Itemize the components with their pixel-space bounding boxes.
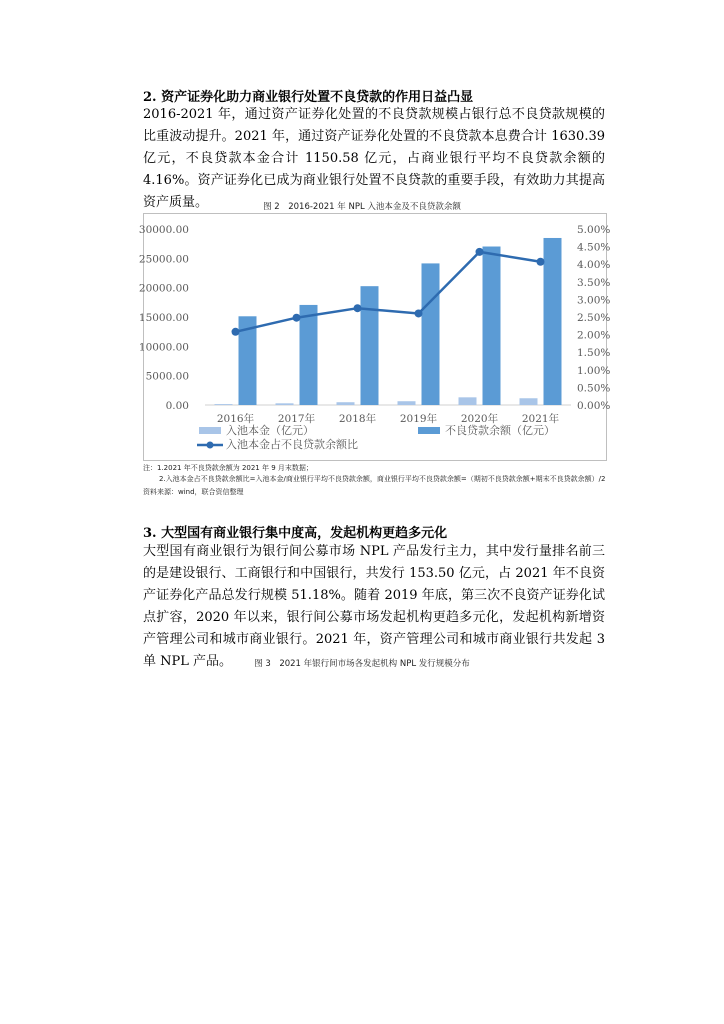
right-axis-tick-label: 5.00% — [577, 224, 611, 236]
bar-npl-balance — [361, 286, 379, 405]
right-axis-tick-label: 3.00% — [577, 294, 611, 307]
ratio-series-point — [537, 258, 545, 266]
legend-label: 不良贷款余额（亿元） — [445, 424, 555, 437]
bar-pool-principal — [459, 397, 477, 405]
x-axis-tick-label: 2019年 — [399, 413, 438, 425]
bar-pool-principal — [520, 398, 538, 405]
right-axis-tick-label: 0.50% — [577, 382, 611, 395]
ratio-series-point — [415, 309, 423, 317]
figure-2-chart — [138, 213, 611, 461]
right-axis-tick-label: 2.00% — [577, 329, 611, 342]
ratio-series-point — [476, 248, 484, 256]
legend-swatch-marker — [207, 442, 214, 449]
legend-swatch — [199, 427, 221, 434]
x-axis-tick-label: 2021年 — [521, 413, 560, 425]
left-axis-tick-label: 25000.00 — [138, 253, 189, 266]
ratio-series-point — [293, 314, 301, 322]
x-axis-tick-label: 2016年 — [216, 413, 255, 425]
left-axis-tick-label: 20000.00 — [138, 282, 189, 295]
left-axis-tick-label: 30000.00 — [138, 224, 189, 236]
x-axis-tick-label: 2020年 — [460, 413, 499, 425]
right-axis-tick-label: 4.00% — [577, 259, 611, 272]
bar-npl-balance — [544, 238, 562, 405]
x-axis-tick-label: 2018年 — [338, 413, 377, 425]
figure-3-caption: 图 3 2021 年银行间市场各发起机构 NPL 发行规模分布 — [254, 659, 470, 669]
right-axis-tick-label: 1.00% — [577, 364, 611, 377]
section-3-paragraph: 大型国有商业银行为银行间公募市场 NPL 产品发行主力，其中发行量排名前三的是建设银行、工商银行和中国银行，共发行 153.50 亿元，占 2021 年不良资产证券化产品总发行规模 51.18%。随着 2019 年底，第三次不良资产证券化试点扩容，2020 年以来，银行间公募市场发起机构更趋多元化，发起机构新增资产管理公司和城市商业银行。2021 年，资产管理公司和城市商业银行共发起 3 单 NPL 产品。 — [143, 544, 605, 669]
bar-npl-balance — [300, 305, 318, 405]
right-axis-tick-label: 1.50% — [577, 347, 611, 360]
x-axis-tick-label: 2017年 — [277, 413, 316, 425]
note-line-2: 2.入池本金占不良贷款余额比=入池本金/商业银行平均不良贷款余额，商业银行平均不良贷款余额=（期初不良贷款余额+期末不良贷款余额）/2 — [159, 475, 606, 483]
bar-npl-balance — [422, 263, 440, 405]
bar-pool-principal — [398, 401, 416, 405]
section-2-heading: 2. 资产证券化助力商业银行处置不良贷款的作用日益凸显 — [143, 90, 474, 105]
right-axis-tick-label: 0.00% — [577, 400, 611, 412]
ratio-series-point — [232, 328, 240, 336]
bar-pool-principal — [215, 404, 233, 405]
right-axis-tick-label: 3.50% — [577, 276, 611, 289]
source-line: 资料来源：wind，联合资信整理 — [143, 488, 244, 496]
left-axis-tick-label: 0.00 — [165, 400, 189, 412]
section-2-paragraph: 2016-2021 年，通过资产证券化处置的不良贷款规模占银行总不良贷款规模的比重波动提升。2021 年，通过资产证券化处置的不良贷款本息费合计 1630.39 亿元，不良贷款本金合计 1150.58 亿元，占商业银行平均不良贷款余额的 4.16%。资产证券化已成为商业银行处置不良贷款的重要手段，有效助力其提高资产质量。 — [143, 107, 605, 210]
right-axis-tick-label: 2.50% — [577, 312, 611, 324]
legend-swatch — [418, 427, 440, 434]
section-3-heading: 3. 大型国有商业银行集中度高，发起机构更趋多元化 — [143, 526, 448, 541]
note-line-1: 注：1.2021 年不良贷款余额为 2021 年 9 月末数据； — [143, 464, 313, 472]
npl-chart-svg — [138, 213, 611, 461]
left-axis-tick-label: 15000.00 — [138, 312, 189, 324]
bar-pool-principal — [337, 402, 355, 405]
legend-label: 入池本金占不良贷款余额比 — [226, 438, 358, 451]
left-axis-tick-label: 10000.00 — [138, 341, 189, 354]
bar-pool-principal — [276, 403, 294, 405]
legend-label: 入池本金（亿元） — [226, 424, 314, 437]
figure-2-caption: 图 2 2016-2021 年 NPL 入池本金及不良贷款余额 — [263, 202, 461, 212]
figure-2-notes — [143, 463, 611, 498]
bar-npl-balance — [483, 247, 501, 405]
right-axis-tick-label: 4.50% — [577, 241, 611, 254]
ratio-series-point — [354, 304, 362, 312]
left-axis-tick-label: 5000.00 — [145, 370, 189, 383]
